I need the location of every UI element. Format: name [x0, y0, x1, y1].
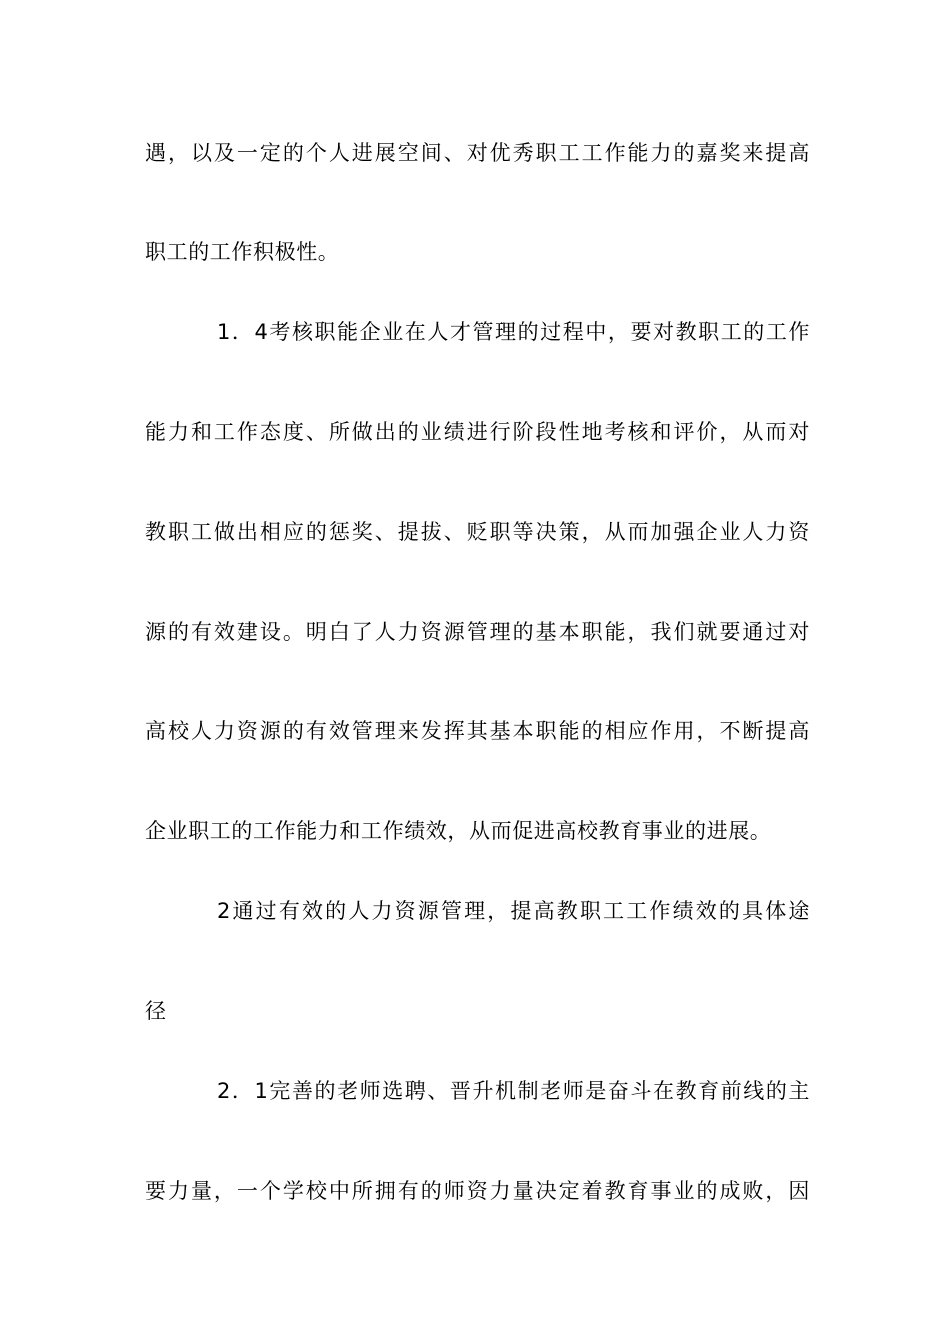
text-line: 教职工做出相应的惩奖、提拔、贬职等决策，从而加强企业人力资	[145, 520, 810, 544]
subsection-heading-line: 2．1完善的老师选聘、晋升机制老师是奋斗在教育前线的主	[217, 1079, 810, 1103]
text-line: 能力和工作态度、所做出的业绩进行阶段性地考核和评价，从而对	[145, 420, 810, 444]
section-heading-line: 2通过有效的人力资源管理，提高教职工工作绩效的具体途	[217, 899, 810, 923]
text-line: 企业职工的工作能力和工作绩效，从而促进高校教育事业的进展。	[145, 819, 772, 843]
paragraph-start-line: 1．4考核职能企业在人才管理的过程中，要对教职工的工作	[217, 320, 810, 344]
section-heading-line-end: 径	[145, 999, 167, 1023]
text-line: 要力量，一个学校中所拥有的师资力量决定着教育事业的成败，因	[145, 1179, 810, 1203]
text-line: 职工的工作积极性。	[145, 240, 340, 264]
text-line: 源的有效建设。明白了人力资源管理的基本职能，我们就要通过对	[145, 620, 810, 644]
text-line: 高校人力资源的有效管理来发挥其基本职能的相应作用，不断提高	[145, 719, 810, 743]
text-line: 遇，以及一定的个人进展空间、对优秀职工工作能力的嘉奖来提高	[145, 141, 810, 165]
